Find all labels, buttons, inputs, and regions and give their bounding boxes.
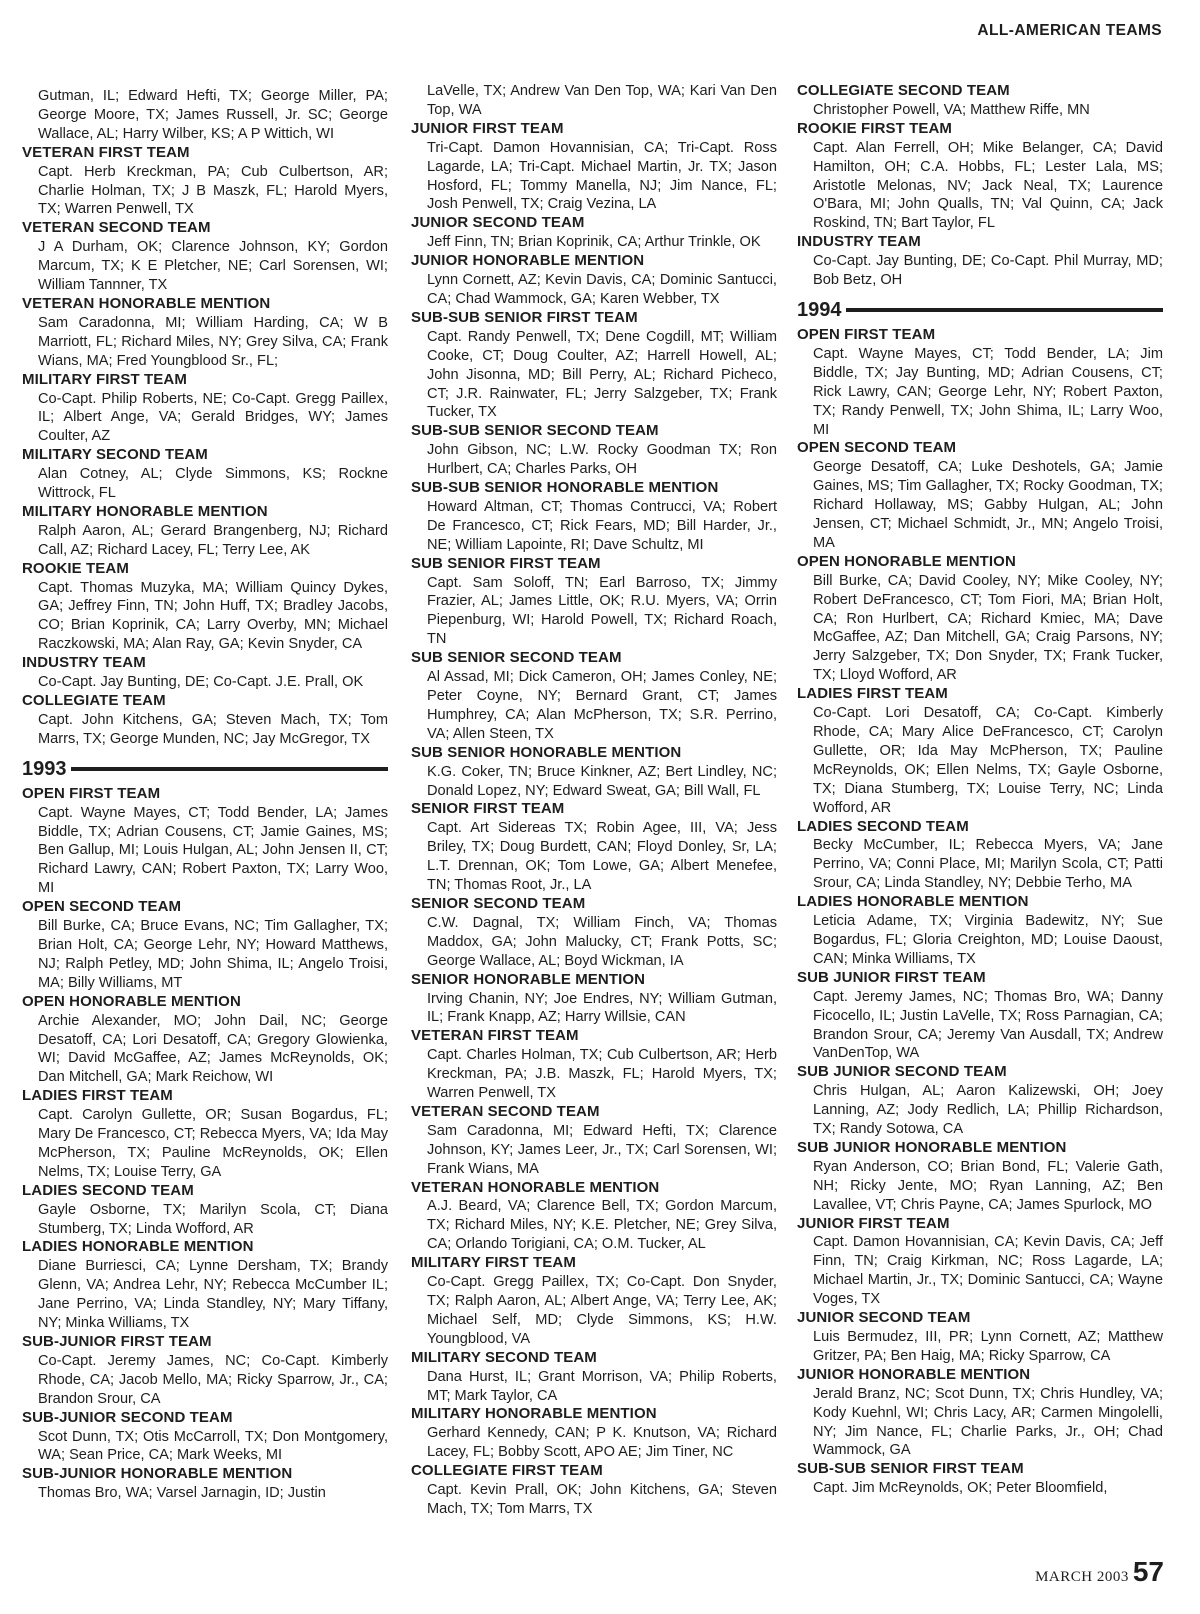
- team-members: Capt. Herb Kreckman, PA; Cub Culbertson, AR; Charlie Holman, TX; J B Maszk, FL; Harold Myers, TX; Warren Penwell, TX: [38, 163, 388, 218]
- team-section: [411, 971, 777, 1028]
- team-heading: SUB JUNIOR SECOND TEAM: [797, 1063, 1007, 1081]
- team-members: Co-Capt. Jay Bunting, DE; Co-Capt. J.E. Prall, OK: [38, 674, 364, 691]
- team-heading: JUNIOR HONORABLE MENTION: [797, 1365, 1031, 1383]
- column-1: [22, 87, 388, 1503]
- team-section: [22, 898, 388, 993]
- team-members: Christopher Powell, VA; Matthew Riffe, MN: [813, 101, 1090, 118]
- team-members: Sam Caradonna, MI; William Harding, CA; W B Marriott, FL; Richard Miles, NY; Grey Silva, CA; Frank Wians, MA; Fred Youngblood Sr., FL;: [38, 314, 388, 369]
- team-members: Capt. Art Sidereas TX; Robin Agee, III, VA; Jess Briley, TX; Doug Burdett, CAN; Floyd Donley, Sr, LA; L.T. Drennan, OK; Tom Lowe, GA; Albert Menefee, TN; Thomas Root, Jr., LA: [427, 820, 777, 894]
- year-heading: 1993: [22, 757, 67, 780]
- team-members: Co-Capt. Jeremy James, NC; Co-Capt. Kimberly Rhode, CA; Jacob Mello, MA; Ricky Sparrow, Jr., CA; Brandon Srour, CA: [38, 1352, 388, 1407]
- team-heading: JUNIOR FIRST TEAM: [411, 119, 564, 137]
- team-members: Capt. Thomas Muzyka, MA; William Quincy Dykes, GA; Jeffrey Finn, TN; John Huff, TX; Bradley Jacobs, CO; Brian Koprinik, CA; Larry Overby, MN; Michael Raczkowski, MA; Alan Ray, GA; Kevin Snyder, CA: [38, 579, 388, 653]
- team-section: [411, 744, 777, 801]
- team-section: [411, 1027, 777, 1103]
- team-heading: SUB-SUB SENIOR SECOND TEAM: [411, 422, 659, 440]
- team-heading: SUB SENIOR FIRST TEAM: [411, 554, 601, 572]
- team-section: [797, 818, 1163, 894]
- team-section: [797, 1063, 1163, 1139]
- team-section: [411, 422, 777, 479]
- team-section: [797, 1366, 1163, 1461]
- team-section: [22, 1333, 388, 1409]
- column-2: [411, 82, 777, 1519]
- team-section: [411, 800, 777, 895]
- team-heading: MILITARY HONORABLE MENTION: [411, 1405, 657, 1423]
- team-heading: SUB SENIOR HONORABLE MENTION: [411, 743, 682, 761]
- team-section: [411, 309, 777, 422]
- team-section: [22, 371, 388, 447]
- team-members: Gayle Osborne, TX; Marilyn Scola, CT; Diana Stumberg, TX; Linda Wofford, AR: [38, 1201, 388, 1237]
- team-section: [22, 219, 388, 295]
- team-members: Leticia Adame, TX; Virginia Badewitz, NY; Sue Bogardus, FL; Gloria Creighton, MD; Louise Daoust, CAN; Minka Williams, TX: [813, 913, 1163, 967]
- team-section: [411, 1254, 777, 1349]
- team-heading: OPEN FIRST TEAM: [22, 784, 161, 802]
- team-heading: SENIOR FIRST TEAM: [411, 800, 565, 818]
- team-heading: SUB JUNIOR FIRST TEAM: [797, 968, 986, 986]
- team-section: [411, 1103, 777, 1179]
- column-3: [797, 82, 1163, 1498]
- team-section: [411, 479, 777, 555]
- team-section: [797, 893, 1163, 969]
- team-section: [797, 1309, 1163, 1366]
- team-heading: INDUSTRY TEAM: [22, 654, 146, 672]
- team-section: [411, 1405, 777, 1462]
- team-members: Capt. Randy Penwell, TX; Dene Cogdill, MT; William Cooke, CT; Doug Coulter, AZ; Harrell Howell, AL; John Jisonna, MD; Bill Perry, AL; Richard Picheco, CT; J.R. Rainwater, FL; Jerry Salzgeber, TX; Frank Tucker, TX: [427, 328, 777, 421]
- team-members: A.J. Beard, VA; Clarence Bell, TX; Gordon Marcum, TX; Richard Miles, NY; K.E. Pletcher, NE; Grey Silva, CA; Orlando Torigiani, CA; O.M. Tucker, AL: [427, 1198, 777, 1253]
- team-members: Diane Burriesci, CA; Lynne Dersham, TX; Brandy Glenn, VA; Andrea Lehr, NY; Rebecca McCumber IL; Jane Perrino, VA; Linda Standley, NY; Mary Tiffany, NY; Minka Williams, TX: [38, 1258, 388, 1332]
- team-members: Co-Capt. Lori Desatoff, CA; Co-Capt. Kimberly Rhode, CA; Mary Alice DeFrancesco, CT; Carolyn Gullette, OR; Ida May McPherson, TX; Pauline McReynolds, OK; Ellen Nelms, TX; Gayle Osborne, TX; Diana Stumberg, TX; Louise Terry, NC; Linda Wofford, AR: [813, 705, 1163, 816]
- team-members: Chris Hulgan, AL; Aaron Kalizewski, OH; Joey Lanning, AZ; Jody Redlich, LA; Phillip Richardson, TX; Randy Sotowa, CA: [813, 1083, 1163, 1138]
- team-members: Lynn Cornett, AZ; Kevin Davis, CA; Dominic Santucci, CA; Chad Wammock, GA; Karen Webber, TX: [427, 272, 777, 307]
- page-number: 57: [1132, 1556, 1164, 1587]
- issue-date: MARCH 2003: [1035, 1569, 1129, 1585]
- team-members: Capt. Damon Hovannisian, CA; Kevin Davis, CA; Jeff Finn, TN; Craig Kirkman, NC; Ross Lagarde, LA; Michael Martin, Jr., TX; Dominic Santucci, CA; Wayne Voges, TX: [813, 1234, 1163, 1308]
- team-members: Scot Dunn, TX; Otis McCarroll, TX; Don Montgomery, WA; Sean Price, CA; Mark Weeks, MI: [38, 1428, 388, 1464]
- team-heading: VETERAN HONORABLE MENTION: [411, 1178, 660, 1196]
- team-heading: LADIES FIRST TEAM: [797, 685, 948, 703]
- team-section: [22, 785, 388, 898]
- team-members: Tri-Capt. Damon Hovannisian, CA; Tri-Capt. Ross Lagarde, LA; Tri-Capt. Michael Martin, Jr. TX; Jason Hosford, FL; Tommy Manella, NJ; Jim Nance, FL; Josh Penwell, TX; Craig Vezina, LA: [427, 139, 777, 213]
- team-section: [411, 649, 777, 744]
- team-members: Irving Chanin, NY; Joe Endres, NY; William Gutman, IL; Frank Knapp, AZ; Harry Willsie, CAN: [427, 990, 777, 1026]
- team-section: [22, 993, 388, 1088]
- team-members: Sam Caradonna, MI; Edward Hefti, TX; Clarence Johnson, KY; James Leer, Jr., TX; Carl Sorensen, WI; Frank Wians, MA: [427, 1122, 777, 1177]
- team-section: [797, 969, 1163, 1064]
- team-section: [411, 555, 777, 650]
- team-members: Capt. Jim McReynolds, OK; Peter Bloomfield,: [813, 1480, 1108, 1497]
- team-heading: COLLEGIATE TEAM: [22, 692, 166, 709]
- team-heading: JUNIOR FIRST TEAM: [797, 1214, 950, 1232]
- team-heading: SUB-SUB SENIOR FIRST TEAM: [797, 1460, 1024, 1478]
- team-members: Archie Alexander, MO; John Dail, NC; George Desatoff, CA; Lori Desatoff, CA; Gregory Glowienka, WI; David McGaffee, AZ; James McReynolds, OK; Dan Mitchell, GA; Mark Reichow, WI: [38, 1012, 388, 1086]
- team-section: [797, 1215, 1163, 1310]
- team-heading: LADIES HONORABLE MENTION: [797, 893, 1029, 911]
- team-heading: MILITARY SECOND TEAM: [411, 1348, 597, 1366]
- team-heading: MILITARY SECOND TEAM: [22, 446, 208, 464]
- team-members: Capt. Charles Holman, TX; Cub Culbertson, AR; Herb Kreckman, PA; J.B. Maszk, FL; Harold Myers, TX; Warren Penwell, TX: [427, 1047, 777, 1102]
- team-members: Capt. John Kitchens, GA; Steven Mach, TX; Tom Marrs, TX; George Munden, NC; Jay McGregor, TX: [38, 711, 388, 747]
- team-members: C.W. Dagnal, TX; William Finch, VA; Thomas Maddox, GA; John Malucky, CT; Frank Potts, SC; George Wallace, AL; Boyd Wickman, IA: [427, 914, 777, 969]
- team-members: Bill Burke, CA; Bruce Evans, NC; Tim Gallagher, TX; Brian Holt, CA; George Lehr, NY; Howard Matthews, NJ; Ralph Petley, MD; John Shima, IL; Angelo Troisi, MA; Billy Williams, MT: [38, 918, 388, 991]
- team-heading: ROOKIE FIRST TEAM: [797, 119, 953, 137]
- team-section: [22, 1465, 388, 1503]
- team-section: [411, 214, 777, 252]
- team-members: Howard Altman, CT; Thomas Contrucci, VA; Robert De Francesco, CT; Rick Fears, MD; Bill Harder, Jr., NE; William Lapointe, RI; Dave Schultz, MI: [427, 498, 777, 553]
- continued-entry: [22, 87, 388, 144]
- running-head: ALL-AMERICAN TEAMS: [977, 22, 1162, 39]
- team-heading: OPEN FIRST TEAM: [797, 325, 936, 343]
- team-members: Capt. Wayne Mayes, CT; Todd Bender, LA; James Biddle, TX; Adrian Cousens, CT; Jamie Gaines, MS; Ben Gallup, MI; Louis Hulgan, AL; John Jensen II, CT; Richard Lawry, CAN; Robert Paxton, TX; Larry Woo, MI: [38, 804, 388, 897]
- team-heading: SUB-JUNIOR HONORABLE MENTION: [22, 1465, 293, 1483]
- team-members: J A Durham, OK; Clarence Johnson, KY; Gordon Marcum, TX; K E Pletcher, NE; Carl Sorensen, WI; William Tannner, TX: [38, 239, 388, 294]
- team-members: Al Assad, MI; Dick Cameron, OH; James Conley, NE; Peter Coyne, NY; Bernard Grant, CT; James Humphrey, CA; Alan McPherson, TX; S.R. Perrino, VA; Allen Steen, TX: [427, 669, 777, 742]
- team-heading: MILITARY FIRST TEAM: [22, 370, 187, 388]
- team-members: Becky McCumber, IL; Rebecca Myers, VA; Jane Perrino, VA; Conni Place, MI; Marilyn Scola, CT; Patti Srour, CA; Linda Standley, NY; Debbie Terho, MA: [813, 837, 1163, 892]
- team-heading: VETERAN FIRST TEAM: [411, 1027, 579, 1045]
- team-heading: OPEN SECOND TEAM: [22, 898, 182, 916]
- year-divider: [22, 757, 388, 781]
- team-heading: LADIES HONORABLE MENTION: [22, 1238, 254, 1256]
- team-heading: INDUSTRY TEAM: [797, 233, 921, 251]
- team-heading: SUB-SUB SENIOR FIRST TEAM: [411, 308, 638, 326]
- team-members: Capt. Alan Ferrell, OH; Mike Belanger, CA; David Hamilton, OH; C.A. Hobbs, FL; Lester Lala, MS; Aristotle Melonas, NV; Jack Neal, TX; Laurence O'Bara, MI; John Qualls, TN; Val Quinn, CA; Jack Roskind, TN; Bart Taylor, FL: [813, 139, 1163, 232]
- team-members: Co-Capt. Philip Roberts, NE; Co-Capt. Gregg Paillex, IL; Albert Ange, VA; Gerald Bridges, WY; James Coulter, AZ: [38, 390, 388, 445]
- team-members: Co-Capt. Jay Bunting, DE; Co-Capt. Phil Murray, MD; Bob Betz, OH: [813, 253, 1163, 289]
- team-section: [797, 439, 1163, 552]
- team-heading: OPEN SECOND TEAM: [797, 439, 957, 457]
- team-section: [411, 1179, 777, 1255]
- team-section: [411, 252, 777, 309]
- page-footer: [1035, 1556, 1164, 1588]
- team-heading: SUB-SUB SENIOR HONORABLE MENTION: [411, 479, 719, 497]
- team-section: [797, 120, 1163, 233]
- team-section: [22, 1409, 388, 1466]
- team-heading: ROOKIE TEAM: [22, 559, 129, 577]
- team-heading: VETERAN HONORABLE MENTION: [22, 294, 271, 312]
- team-section: [22, 446, 388, 503]
- team-section: [797, 1139, 1163, 1215]
- team-section: [797, 326, 1163, 439]
- year-divider: [797, 298, 1163, 322]
- team-section: [411, 1462, 777, 1519]
- team-heading: SENIOR SECOND TEAM: [411, 894, 586, 912]
- year-rule: [846, 308, 1164, 312]
- team-heading: VETERAN SECOND TEAM: [22, 219, 211, 237]
- team-members: Gerhard Kennedy, CAN; P K. Knutson, VA; Richard Lacey, FL; Bobby Scott, APO AE; Jim Tiner, NC: [427, 1425, 777, 1461]
- team-section: [797, 685, 1163, 817]
- team-heading: COLLEGIATE SECOND TEAM: [797, 82, 1010, 99]
- team-heading: OPEN HONORABLE MENTION: [797, 552, 1016, 570]
- team-heading: LADIES SECOND TEAM: [22, 1181, 194, 1199]
- team-heading: SUB-JUNIOR SECOND TEAM: [22, 1408, 233, 1426]
- team-heading: MILITARY HONORABLE MENTION: [22, 502, 268, 520]
- team-heading: VETERAN SECOND TEAM: [411, 1102, 600, 1120]
- team-section: [797, 1460, 1163, 1498]
- team-heading: SENIOR HONORABLE MENTION: [411, 970, 646, 988]
- team-members: Thomas Bro, WA; Varsel Jarnagin, ID; Justin: [38, 1485, 326, 1502]
- year-heading: 1994: [797, 298, 842, 321]
- team-members: Jerald Branz, NC; Scot Dunn, TX; Chris Hundley, VA; Kody Kuehnl, WI; Chris Lacy, AR; Carmen Mingolelli, NY; Jim Nance, FL; Charlie Parks, Jr., OH; Chad Wammock, GA: [813, 1385, 1163, 1459]
- team-members: Luis Bermudez, III, PR; Lynn Cornett, AZ; Matthew Gritzer, PA; Ben Haig, MA; Ricky Sparrow, CA: [813, 1329, 1163, 1364]
- team-heading: OPEN HONORABLE MENTION: [22, 992, 241, 1010]
- team-members: Capt. Sam Soloff, TN; Earl Barroso, TX; Jimmy Frazier, AL; James Little, OK; R.U. Myers, VA; Orrin Piepenburg, WI; Harold Powell, TX; Richard Roach, TN: [427, 574, 777, 648]
- team-section: [22, 654, 388, 692]
- team-heading: VETERAN FIRST TEAM: [22, 143, 190, 161]
- team-section: [797, 233, 1163, 290]
- team-section: [22, 692, 388, 749]
- team-section: [22, 1087, 388, 1182]
- team-members: John Gibson, NC; L.W. Rocky Goodman TX; Ron Hurlbert, CA; Charles Parks, OH: [427, 442, 777, 478]
- team-heading: LADIES SECOND TEAM: [797, 817, 969, 835]
- team-heading: JUNIOR SECOND TEAM: [797, 1309, 971, 1327]
- team-members: Dana Hurst, IL; Grant Morrison, VA; Philip Roberts, MT; Mark Taylor, CA: [427, 1368, 777, 1404]
- team-members: Capt. Wayne Mayes, CT; Todd Bender, LA; Jim Biddle, TX; Jay Bunting, MD; Adrian Cousens, CT; Rick Lawry, CAN; George Lehr, NY; Robert Paxton, TX; Randy Penwell, TX; John Shima, IL; Larry Woo, MI: [813, 345, 1163, 438]
- team-heading: LADIES FIRST TEAM: [22, 1087, 173, 1105]
- team-members: Ralph Aaron, AL; Gerard Brangenberg, NJ; Richard Call, AZ; Richard Lacey, FL; Terry Lee, AK: [38, 522, 388, 558]
- team-section: [22, 295, 388, 371]
- team-members: Alan Cotney, AL; Clyde Simmons, KS; Rockne Wittrock, FL: [38, 466, 388, 502]
- team-members: Bill Burke, CA; David Cooley, NY; Mike Cooley, NY; Robert DeFrancesco, CT; Tom Fiori, MA; Brian Holt, CA; Ron Hurlbert, CA; Richard Kmiec, MA; Dave McGaffee, AZ; Dan Mitchell, GA; Craig Parsons, NY; Jerry Salzgeber, TX; Don Snyder, TX; Frank Tucker, TX; Lloyd Wofford, AR: [813, 572, 1163, 684]
- team-section: [411, 1349, 777, 1406]
- team-section: [22, 1182, 388, 1239]
- team-members: Capt. Jeremy James, NC; Thomas Bro, WA; Danny Ficocello, IL; Justin LaVelle, TX; Ross Parnagian, CA; Brandon Srour, CA; Jeremy Van Ausdall, TX; Andrew VanDenTop, WA: [813, 988, 1163, 1062]
- team-members: Jeff Finn, TN; Brian Koprinik, CA; Arthur Trinkle, OK: [427, 234, 761, 251]
- team-members: Gutman, IL; Edward Hefti, TX; George Miller, PA; George Moore, TX; James Russell, Jr. SC; George Wallace, AL; Harry Wilber, KS; A P Wittich, WI: [38, 88, 388, 142]
- team-members: Co-Capt. Gregg Paillex, TX; Co-Capt. Don Snyder, TX; Ralph Aaron, AL; Albert Ange, VA; Terry Lee, AK; Michael Self, MD; Clyde Simmons, KS; H.W. Youngblood, VA: [427, 1274, 777, 1347]
- team-section: [411, 895, 777, 971]
- team-members: Capt. Kevin Prall, OK; John Kitchens, GA; Steven Mach, TX; Tom Marrs, TX: [427, 1482, 777, 1517]
- team-heading: SUB-JUNIOR FIRST TEAM: [22, 1333, 212, 1350]
- team-members: George Desatoff, CA; Luke Deshotels, GA; Jamie Gaines, MS; Tim Gallagher, TX; Rocky Goodman, TX; Richard Hollaway, MS; Gabby Hulgan, AL; John Jensen, CT; Michael Schmidt, Jr., MN; Angelo Troisi, MA: [813, 459, 1163, 551]
- team-heading: SUB SENIOR SECOND TEAM: [411, 649, 622, 667]
- team-section: [22, 1238, 388, 1333]
- team-section: [797, 553, 1163, 685]
- team-members: Capt. Carolyn Gullette, OR; Susan Bogardus, FL; Mary De Francesco, CT; Rebecca Myers, VA; Ida May McPherson, TX; Pauline McReynolds, OK; Ellen Nelms, TX; Louise Terry, GA: [38, 1107, 388, 1180]
- team-heading: JUNIOR HONORABLE MENTION: [411, 252, 645, 270]
- team-section: [797, 82, 1163, 120]
- team-heading: SUB JUNIOR HONORABLE MENTION: [797, 1138, 1067, 1156]
- team-section: [22, 144, 388, 220]
- team-members: LaVelle, TX; Andrew Van Den Top, WA; Kari Van Den Top, WA: [427, 83, 777, 118]
- team-section: [22, 560, 388, 655]
- year-rule: [71, 767, 389, 771]
- team-section: [411, 120, 777, 215]
- continued-entry: [411, 82, 777, 120]
- team-heading: MILITARY FIRST TEAM: [411, 1254, 576, 1272]
- team-heading: JUNIOR SECOND TEAM: [411, 214, 585, 232]
- team-section: [22, 503, 388, 560]
- team-members: K.G. Coker, TN; Bruce Kinkner, AZ; Bert Lindley, NC; Donald Lopez, NY; Edward Sweat, GA; Bill Wall, FL: [427, 763, 777, 799]
- team-heading: COLLEGIATE FIRST TEAM: [411, 1462, 603, 1480]
- team-members: Ryan Anderson, CO; Brian Bond, FL; Valerie Gath, NH; Ricky Jente, MO; Ryan Lanning, AZ; Ben Lavallee, VT; Chris Payne, CA; James Spurlock, MO: [813, 1158, 1163, 1213]
